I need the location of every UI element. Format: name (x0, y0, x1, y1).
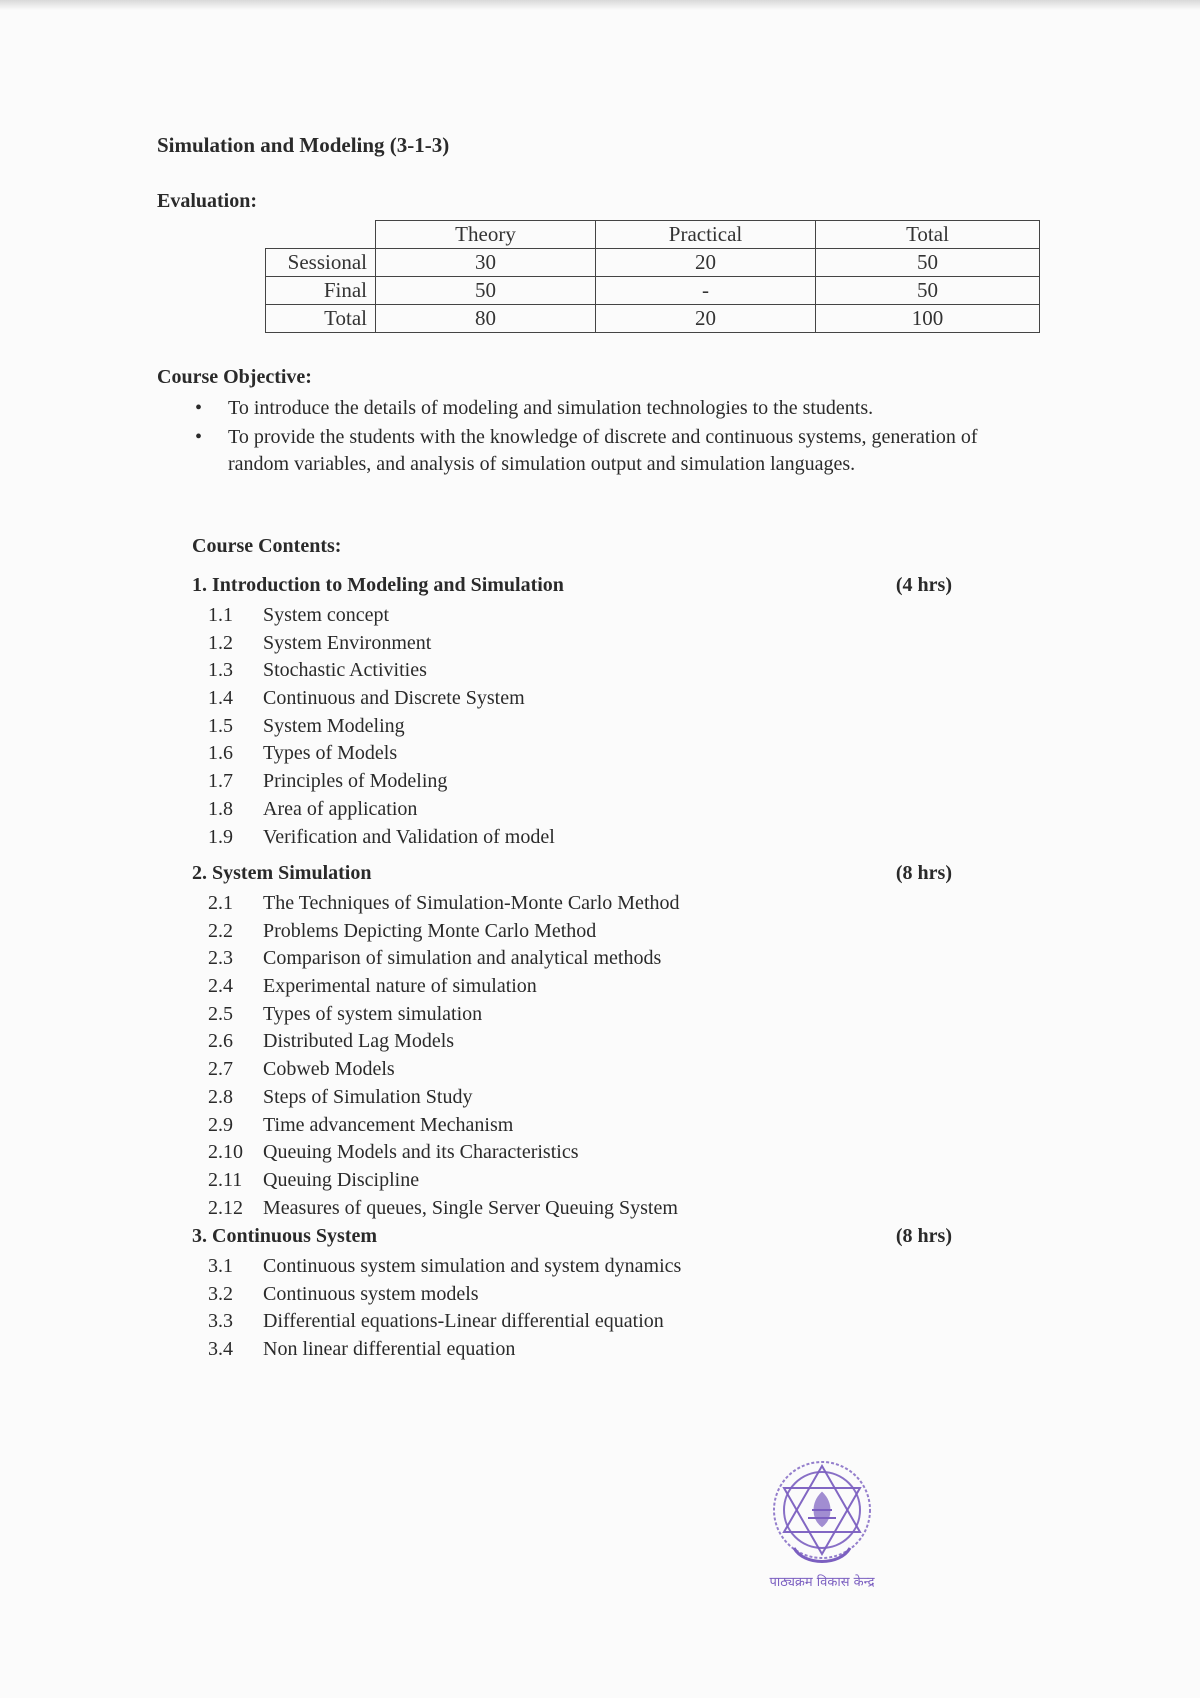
topic-text: Continuous system simulation and system dynamics (263, 1255, 682, 1277)
topic-number: 3.3 (208, 1310, 233, 1333)
topic-text: Differential equations-Linear differential equation (263, 1310, 664, 1333)
list-item (192, 1084, 952, 1112)
topic-text: Area of application (263, 797, 418, 820)
objective-text: To provide the students with the knowledge of discrete and continuous systems, generation of random variables, and analysis of simulation output and simulation languages. (228, 426, 978, 475)
topic-number: 1.9 (208, 825, 233, 848)
topic-text: Experimental nature of simulation (263, 975, 537, 998)
topic-text: System concept (263, 604, 390, 626)
list-item (192, 1308, 952, 1336)
seal-icon (742, 1448, 902, 1593)
row-header: Final (266, 277, 376, 305)
topic-text: Principles of Modeling (263, 770, 448, 793)
topic-number: 1.3 (208, 659, 233, 682)
topic-text: Cobweb Models (263, 1058, 395, 1081)
course-unit (192, 862, 952, 1222)
table-row (266, 305, 1040, 333)
list-item (192, 1336, 952, 1364)
table-header-row (266, 221, 1040, 249)
table-cell: - (596, 277, 816, 305)
list-item (192, 602, 952, 630)
course-unit (192, 1225, 952, 1364)
topic-text: Measures of queues, Single Server Queuing System (263, 1196, 678, 1219)
topic-text: Queuing Models and its Characteristics (263, 1141, 579, 1164)
table-cell: 30 (376, 249, 596, 277)
unit-hours: (4 hrs) (895, 574, 952, 596)
topic-number: 3.1 (208, 1255, 233, 1277)
list-item (192, 1281, 952, 1309)
topic-text: Continuous system models (263, 1282, 479, 1305)
course-contents-heading: Course Contents: (192, 535, 342, 557)
table-cell: 20 (596, 305, 816, 333)
row-header: Sessional (266, 249, 376, 277)
topic-number: 2.10 (208, 1141, 243, 1164)
list-item (192, 740, 952, 768)
table-cell: 50 (816, 249, 1040, 277)
topic-number: 2.3 (208, 947, 233, 970)
unit-hours: (8 hrs) (895, 862, 952, 884)
column-header-practical: Practical (596, 221, 816, 249)
bullet-icon: • (195, 426, 203, 448)
table-corner-cell (266, 221, 376, 249)
scan-edge (0, 0, 1200, 10)
topic-number: 2.5 (208, 1002, 233, 1025)
list-item (192, 1056, 952, 1084)
topic-text: Types of Models (263, 742, 398, 765)
topic-number: 2.11 (208, 1168, 243, 1191)
list-item (192, 1001, 952, 1029)
table-row (266, 277, 1040, 305)
list-item (195, 395, 1035, 422)
list-item (192, 890, 952, 918)
row-header: Total (266, 305, 376, 333)
unit-title: 1. Introduction to Modeling and Simulation (192, 574, 564, 596)
objective-list (195, 395, 1035, 480)
topic-text: System Environment (263, 631, 432, 654)
column-header-total: Total (816, 221, 1040, 249)
topic-text: Distributed Lag Models (263, 1030, 455, 1053)
topic-text: Continuous and Discrete System (263, 687, 525, 710)
topic-number: 2.9 (208, 1113, 233, 1136)
topic-number: 2.6 (208, 1030, 233, 1053)
topic-text: Queuing Discipline (263, 1168, 420, 1191)
topic-text: Stochastic Activities (263, 659, 427, 682)
evaluation-table (265, 220, 1040, 333)
table-cell: 50 (376, 277, 596, 305)
list-item (192, 824, 952, 852)
topic-number: 2.4 (208, 975, 233, 998)
topic-text: Verification and Validation of model (263, 825, 555, 848)
topic-number: 1.6 (208, 742, 233, 765)
table-cell: 80 (376, 305, 596, 333)
topic-number: 2.7 (208, 1058, 233, 1081)
list-item (192, 630, 952, 658)
topic-number: 2.1 (208, 892, 233, 914)
list-item (192, 685, 952, 713)
course-objective-heading: Course Objective: (157, 366, 312, 388)
list-item (192, 918, 952, 946)
table-cell: 100 (816, 305, 1040, 333)
topic-text: The Techniques of Simulation-Monte Carlo Method (263, 892, 680, 914)
list-item (192, 973, 952, 1001)
unit-header (192, 862, 952, 890)
list-item (192, 768, 952, 796)
topic-text: Types of system simulation (263, 1002, 483, 1025)
unit-title: 2. System Simulation (192, 862, 372, 884)
course-title: Simulation and Modeling (3-1-3) (157, 133, 450, 157)
list-item (192, 1253, 952, 1281)
table-row (266, 249, 1040, 277)
topic-number: 2.12 (208, 1196, 243, 1219)
topic-number: 1.4 (208, 687, 233, 710)
topic-number: 3.4 (208, 1338, 233, 1361)
topic-number: 3.2 (208, 1282, 233, 1305)
bullet-icon: • (195, 397, 203, 419)
topic-number: 2.8 (208, 1085, 233, 1108)
topic-number: 1.8 (208, 797, 233, 820)
list-item (192, 1167, 952, 1195)
list-item (192, 1028, 952, 1056)
topic-number: 1.5 (208, 714, 233, 737)
list-item (192, 657, 952, 685)
topic-text: System Modeling (263, 714, 405, 737)
objective-text: To introduce the details of modeling and simulation technologies to the students. (228, 397, 874, 419)
list-item (192, 1139, 952, 1167)
topic-text: Comparison of simulation and analytical methods (263, 947, 662, 970)
topic-text: Time advancement Mechanism (263, 1113, 514, 1136)
topic-number: 2.2 (208, 919, 233, 942)
seal-text: पाठ्यक्रम विकास केन्द्र (769, 1575, 875, 1590)
topic-number: 1.7 (208, 770, 233, 793)
unit-header (192, 1225, 952, 1253)
table-cell: 20 (596, 249, 816, 277)
list-item (192, 796, 952, 824)
topic-number: 1.2 (208, 631, 233, 654)
list-item (192, 1112, 952, 1140)
topic-number: 1.1 (208, 604, 233, 626)
topic-text: Problems Depicting Monte Carlo Method (263, 919, 597, 942)
unit-title: 3. Continuous System (192, 1225, 378, 1247)
unit-hours: (8 hrs) (895, 1225, 952, 1247)
table-cell: 50 (816, 277, 1040, 305)
topic-text: Steps of Simulation Study (263, 1085, 473, 1108)
list-item (192, 713, 952, 741)
list-item (192, 945, 952, 973)
column-header-theory: Theory (376, 221, 596, 249)
evaluation-heading: Evaluation: (157, 190, 258, 212)
list-item (195, 424, 1035, 478)
unit-header (192, 574, 952, 602)
course-unit (192, 574, 952, 851)
topic-text: Non linear differential equation (263, 1338, 516, 1361)
list-item (192, 1195, 952, 1223)
